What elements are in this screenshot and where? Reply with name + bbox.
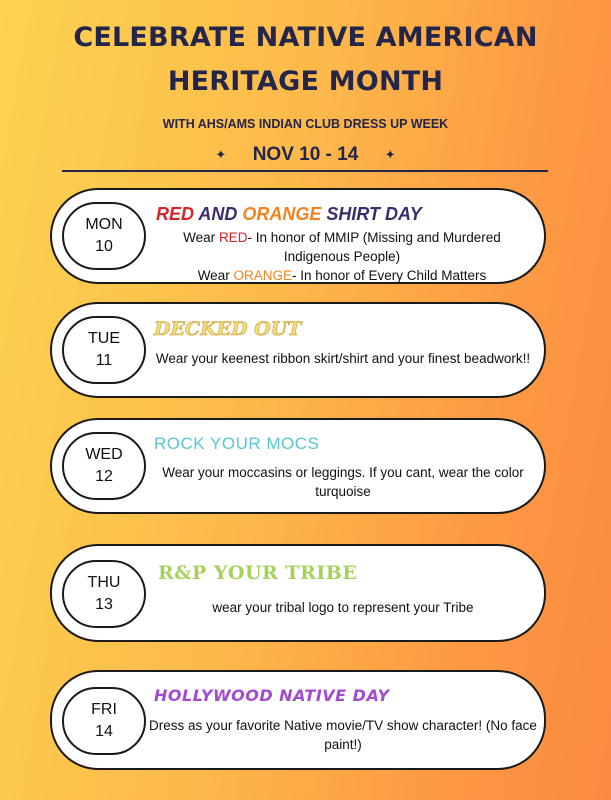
day-date: 12	[95, 468, 113, 485]
day-badge	[62, 316, 146, 384]
sparkle-icon: ✦	[215, 147, 227, 162]
day-heading: R&P YOUR TRIBE	[158, 562, 358, 584]
day-badge	[62, 202, 146, 270]
day-card-monday	[50, 188, 546, 284]
day-heading: ROCK YOUR MOCS	[154, 434, 320, 453]
day-name: MON	[85, 216, 123, 233]
day-name: WED	[85, 446, 123, 463]
day-date: 10	[95, 238, 113, 255]
day-date: 14	[95, 723, 113, 740]
day-card-thursday	[50, 544, 546, 642]
day-description: Wear your moccasins or leggings. If you cant, wear the color turquoise	[162, 465, 524, 499]
day-card-friday	[50, 670, 546, 770]
title-line-1: CELEBRATE NATIVE AMERICAN	[73, 22, 538, 53]
day-name: FRI	[91, 701, 117, 718]
day-badge	[62, 432, 146, 500]
day-name: TUE	[88, 330, 120, 347]
day-heading: HOLLYWOOD NATIVE DAY	[154, 686, 390, 705]
day-description: Wear RED- In honor of MMIP (Missing and Murdered Indigenous People) Wear ORANGE- In honor of Every Child Matters	[183, 230, 501, 283]
day-card-tuesday	[50, 302, 546, 398]
day-name: THU	[87, 574, 121, 591]
day-badge	[62, 560, 146, 628]
subtitle: WITH AHS/AMS INDIAN CLUB DRESS UP WEEK	[162, 117, 449, 131]
day-heading: RED AND ORANGE SHIRT DAY	[156, 204, 422, 224]
day-date: 13	[95, 596, 113, 613]
day-description: Dress as your favorite Native movie/TV show character! (No face paint!)	[149, 718, 537, 752]
day-date: 11	[95, 352, 113, 369]
day-badge	[62, 687, 146, 755]
dates-row	[0, 144, 611, 166]
day-description: wear your tribal logo to represent your Tribe	[212, 600, 474, 615]
sparkle-icon: ✦	[384, 147, 396, 162]
event-dates: NOV 10 - 14	[252, 144, 359, 165]
day-description: Wear your keenest ribbon skirt/shirt and your finest beadwork!!	[155, 351, 531, 366]
title-line-2: HERITAGE MONTH	[167, 66, 444, 97]
day-heading: DECKED OUT	[154, 318, 302, 340]
divider	[62, 170, 548, 172]
day-card-wednesday	[50, 418, 546, 514]
